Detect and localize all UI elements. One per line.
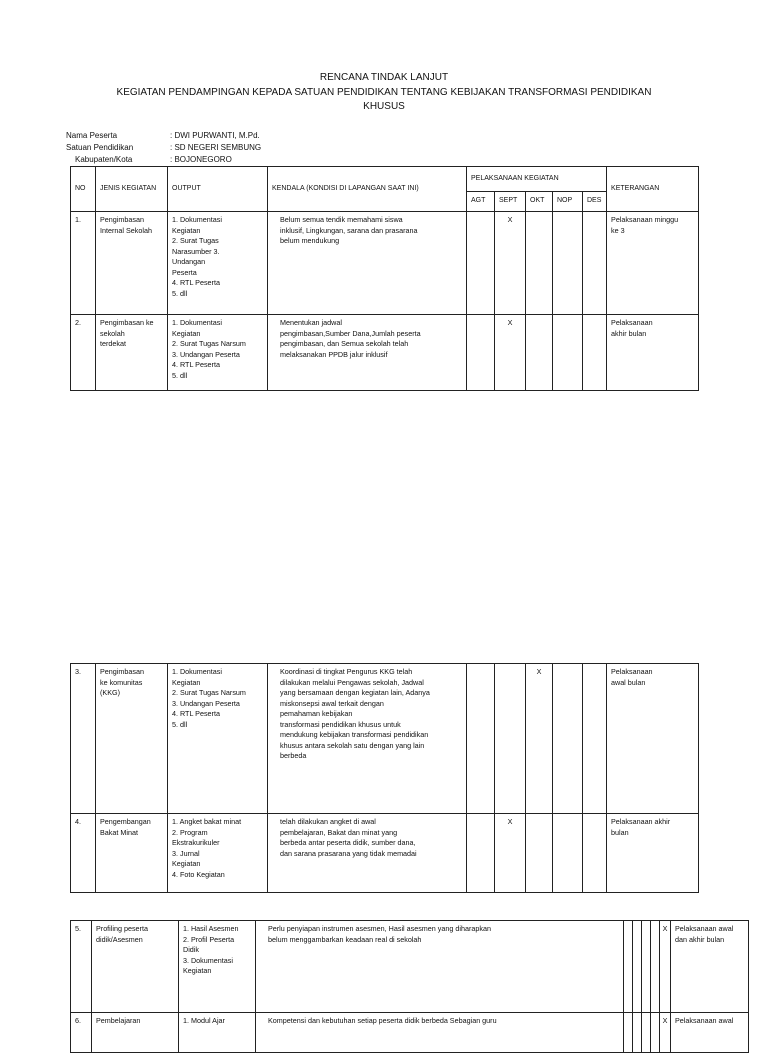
row-mark-des xyxy=(583,664,607,814)
header-month-agt: AGT xyxy=(467,192,495,212)
meta-label-kabupaten: Kabupaten/Kota xyxy=(75,155,133,164)
row-jenis: Pengimbasan ke sekolah terdekat xyxy=(96,315,168,391)
row-mark-agt xyxy=(467,315,495,391)
header-kendala: KENDALA (KONDISI DI LAPANGAN SAAT INI) xyxy=(268,167,467,212)
header-month-des: DES xyxy=(583,192,607,212)
row-keterangan: Pelaksanaan awal bulan xyxy=(607,664,699,814)
header-month-nop: NOP xyxy=(553,192,583,212)
row-kendala: telah dilakukan angket di awal pembelajaran, Bakat dan minat yang berbeda antar peserta didik, sumber dana, dan sarana prasarana yang tidak memadai xyxy=(268,814,467,893)
row-mark-agt xyxy=(624,921,633,1013)
row-keterangan: Pelaksanaan minggu ke 3 xyxy=(607,212,699,315)
header-month-sept: SEPT xyxy=(495,192,526,212)
row-mark-des xyxy=(583,814,607,893)
row-mark-okt xyxy=(526,814,553,893)
row-keterangan: Pelaksanaan akhir bulan xyxy=(607,814,699,893)
row-mark-nop xyxy=(553,212,583,315)
meta-value-nama: : DWI PURWANTI, M.Pd. xyxy=(170,131,260,140)
row-kendala: Perlu penyiapan instrumen asesmen, Hasil asesmen yang diharapkan belum menggambarkan keadaan real di sekolah xyxy=(256,921,624,1013)
row-mark-okt: X xyxy=(526,664,553,814)
row-output: 1. Hasil Asesmen 2. Profil Peserta Didik 3. Dokumentasi Kegiatan xyxy=(179,921,256,1013)
row-kendala: Menentukan jadwal pengimbasan,Sumber Dana,Jumlah peserta pengimbasan, dan Semua sekolah telah melaksanakan PPDB jalur inklusif xyxy=(268,315,467,391)
row-mark-agt xyxy=(467,664,495,814)
header-pelaksanaan: PELAKSANAAN KEGIATAN xyxy=(467,167,607,192)
doc-subtitle: KEGIATAN PENDAMPINGAN KEPADA SATUAN PENDIDIKAN TENTANG KEBIJAKAN TRANSFORMASI PENDIDIKAN xyxy=(116,87,652,98)
row-mark-des: X xyxy=(660,1013,671,1053)
row-mark-sept xyxy=(633,921,642,1013)
table-row xyxy=(71,1013,749,1053)
row-mark-des xyxy=(583,212,607,315)
row-mark-agt xyxy=(467,814,495,893)
row-kendala: Kompetensi dan kebutuhan setiap peserta didik berbeda Sebagian guru xyxy=(256,1013,624,1053)
row-keterangan: Pelaksanaan awal xyxy=(671,1013,749,1053)
row-output: 1. Modul Ajar xyxy=(179,1013,256,1053)
row-mark-sept xyxy=(495,664,526,814)
row-jenis: Pengembangan Bakat Minat xyxy=(96,814,168,893)
header-no: NO xyxy=(71,167,96,212)
row-mark-nop xyxy=(553,814,583,893)
meta-value-satuan: : SD NEGERI SEMBUNG xyxy=(170,143,262,152)
meta-label-nama: Nama Peserta xyxy=(66,131,118,140)
row-mark-sept: X xyxy=(495,315,526,391)
header-keterangan: KETERANGAN xyxy=(607,167,699,212)
header-jenis: JENIS KEGIATAN xyxy=(96,167,168,212)
meta-label-satuan: Satuan Pendidikan xyxy=(66,143,134,152)
row-mark-nop xyxy=(553,315,583,391)
row-mark-okt xyxy=(642,921,651,1013)
table-row xyxy=(71,212,699,315)
row-jenis: Pengimbasan Internal Sekolah xyxy=(96,212,168,315)
row-keterangan: Pelaksanaan awal dan akhir bulan xyxy=(671,921,749,1013)
row-no: 4. xyxy=(71,814,96,893)
row-mark-nop xyxy=(651,1013,660,1053)
table-row xyxy=(71,315,699,391)
row-kendala: Belum semua tendik memahami siswa inklusif, Lingkungan, sarana dan prasarana belum mendukung xyxy=(268,212,467,315)
plan-table-2 xyxy=(70,663,699,893)
row-no: 3. xyxy=(71,664,96,814)
row-mark-agt xyxy=(624,1013,633,1053)
row-mark-des: X xyxy=(660,921,671,1013)
table-row xyxy=(71,921,749,1013)
row-mark-agt xyxy=(467,212,495,315)
row-mark-okt xyxy=(526,212,553,315)
row-mark-okt xyxy=(642,1013,651,1053)
doc-subtitle-cont: KHUSUS xyxy=(363,101,405,112)
row-no: 1. xyxy=(71,212,96,315)
row-mark-okt xyxy=(526,315,553,391)
row-mark-nop xyxy=(651,921,660,1013)
row-output: 1. Dokumentasi Kegiatan 2. Surat Tugas Narsum 3. Undangan Peserta 4. RTL Peserta 5. dll xyxy=(168,315,268,391)
row-no: 5. xyxy=(71,921,92,1013)
row-output: 1. Angket bakat minat 2. Program Ekstrakurikuler 3. Jurnal Kegiatan 4. Foto Kegiatan xyxy=(168,814,268,893)
row-output: 1. Dokumentasi Kegiatan 2. Surat Tugas Narsum 3. Undangan Peserta 4. RTL Peserta 5. dll xyxy=(168,664,268,814)
row-jenis: Profiling peserta didik/Asesmen xyxy=(92,921,179,1013)
row-jenis: Pengimbasan ke komunitas (KKG) xyxy=(96,664,168,814)
row-no: 6. xyxy=(71,1013,92,1053)
table-row xyxy=(71,664,699,814)
row-mark-nop xyxy=(553,664,583,814)
row-mark-sept: X xyxy=(495,212,526,315)
table-row xyxy=(71,814,699,893)
row-output: 1. Dokumentasi Kegiatan 2. Surat Tugas Narasumber 3. Undangan Peserta 4. RTL Peserta 5. dll xyxy=(168,212,268,315)
header-month-okt: OKT xyxy=(526,192,553,212)
row-no: 2. xyxy=(71,315,96,391)
row-keterangan: Pelaksanaan akhir bulan xyxy=(607,315,699,391)
doc-title: RENCANA TINDAK LANJUT xyxy=(319,72,449,83)
row-jenis: Pembelajaran xyxy=(92,1013,179,1053)
plan-table-3 xyxy=(70,920,749,1053)
row-mark-sept xyxy=(633,1013,642,1053)
row-mark-sept: X xyxy=(495,814,526,893)
row-mark-des xyxy=(583,315,607,391)
row-kendala: Koordinasi di tingkat Pengurus KKG telah dilakukan melalui Pengawas sekolah, Jadwal yang bersamaan dengan kegiatan lain, Adanya miskonsepsi awal terkait dengan pemahaman kebijakan transformasi pendidikan khusus untuk mendukung kebijakan transformasi pendidikan khusus antara sekolah satu dengan yang lain berbeda xyxy=(268,664,467,814)
meta-value-kabupaten: : BOJONEGORO xyxy=(170,155,232,164)
header-output: OUTPUT xyxy=(168,167,268,212)
plan-table-1 xyxy=(70,166,699,391)
